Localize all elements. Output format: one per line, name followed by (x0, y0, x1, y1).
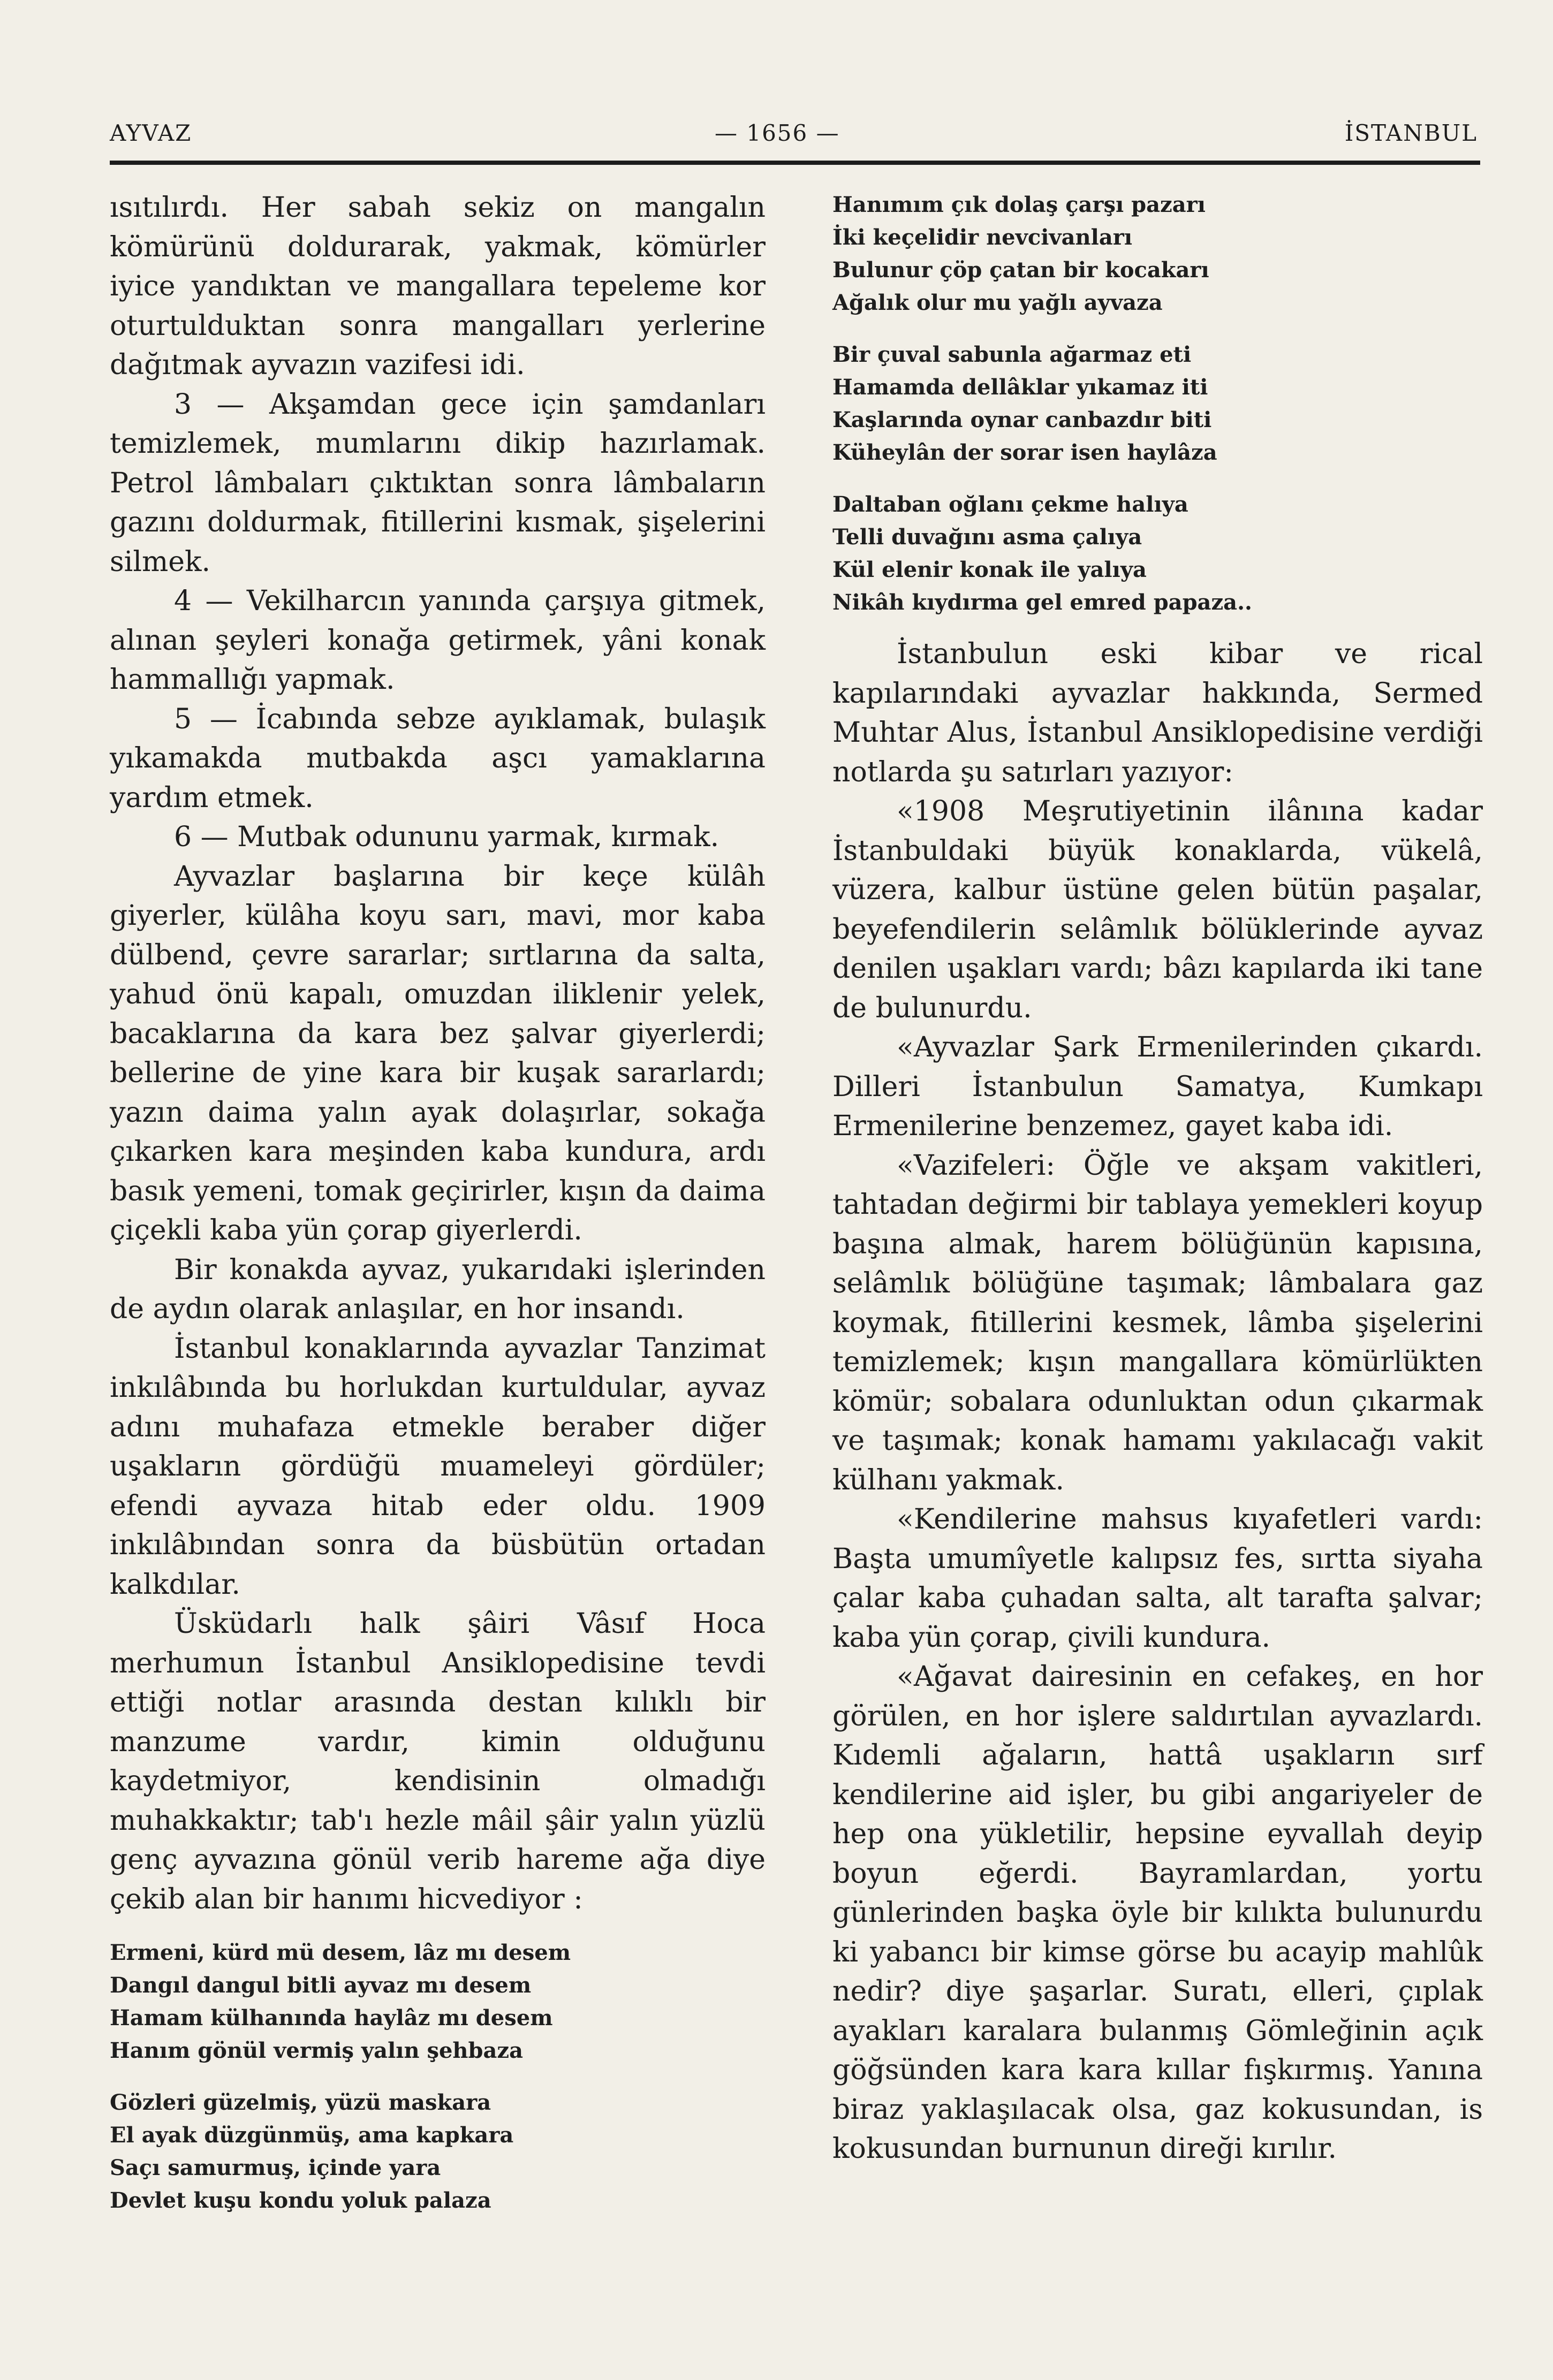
verse-line: Bir çuval sabunla ağarmaz eti (832, 342, 1192, 367)
verse-line: Hanım gönül vermiş yalın şehbaza (110, 2038, 524, 2063)
page-number: — 1656 — (715, 120, 840, 146)
paragraph: 3 — Akşamdan gece için şamdanları temizlemek, mumlarını dikip hazırlamak. Petrol lâmbaları çıktıktan sonra lâmbaların gazını doldurmak, fitillerini kısmak, şişelerini silmek. (110, 388, 766, 578)
stanza-gap (832, 319, 1483, 338)
verse-stanza (110, 2086, 766, 2217)
stanza-gap (110, 2067, 766, 2086)
left-column (110, 188, 766, 2217)
paragraph: Ayvazlar başlarına bir keçe külâh giyerler, külâha koyu sarı, mavi, mor kaba dülbend, çevre sararlar; sırtlarına da salta, yahud önü kapalı, omuzdan iliklenir yelek, bacaklarına da kara bez şalvar giyerlerdi; bellerine de yine kara bir kuşak sararlardı; yazın daima yalın ayak dolaşırlar, sokağa çıkarken kara meşinden kaba kundura, ardı basık yemeni, tomak geçirirler, kışın da daima çiçekli kaba yün çorap giyerlerdi. (110, 860, 766, 1246)
paragraph: İstanbul konaklarında ayvazlar Tanzimat inkılâbında bu horlukdan kurtuldular, ayvaz adını muhafaza etmekle beraber diğer uşakların gördüğü muameleyi gördüler; efendi ayvaza hitab eder oldu. 1909 inkılâbından sonra da büsbütün ortadan kalkdılar. (110, 1332, 766, 1601)
verse-line: Küheylân der sorar isen haylâza (832, 440, 1217, 465)
right-column (832, 188, 1483, 2169)
header-section: İSTANBUL (1344, 120, 1478, 146)
paragraph: 6 — Mutbak odununu yarmak, kırmak. (174, 821, 719, 853)
paragraph: Üsküdarlı halk şâiri Vâsıf Hoca merhumun İstanbul Ansiklopedisine tevdi ettiği notlar arasında destan kılıklı bir manzume vardır, kimin olduğunu kaydetmiyor, kendisinin olmadığı muhakkaktır; tab'ı hezle mâil şâir yalın yüzlü genç ayvazına gönül verib hareme ağa diye çekib alan bir hanımı hicvediyor : (110, 1608, 766, 1915)
paragraph: «Vazifeleri: Öğle ve akşam vakitleri, tahtadan değirmi bir tablaya yemekleri koyup başına almak, harem bölüğünün kapısına, selâmlık bölüğüne taşımak; lâmbalara gaz koymak, fitillerini kesmek, lâmba şişelerini temizlemek; kışın mangallara kömürlükten kömür; sobalara odunluktan odun çıkarmak ve taşımak; konak hamamı yakılacağı vakit külhanı yakmak. (832, 1149, 1483, 1496)
verse-line: Bulunur çöp çatan bir kocakarı (832, 257, 1209, 283)
verse-line: İki keçelidir nevcivanları (832, 225, 1133, 250)
paragraph: «Ayvazlar Şark Ermenilerinden çıkardı. Dilleri İstanbulun Samatya, Kumkapı Ermenilerine benzemez, gayet kaba idi. (832, 1031, 1483, 1142)
stanza-gap (832, 469, 1483, 488)
verse-line: El ayak düzgünmüş, ama kapkara (110, 2123, 514, 2148)
header-title: AYVAZ (110, 120, 192, 146)
verse-line: Ağalık olur mu yağlı ayvaza (832, 290, 1163, 315)
verse-line: Daltaban oğlanı çekme halıya (832, 492, 1188, 517)
verse-line: Hanımım çık dolaş çarşı pazarı (832, 192, 1206, 217)
verse-line: Telli duvağını asma çalıya (832, 524, 1142, 550)
verse-line: Hamamda dellâklar yıkamaz iti (832, 375, 1208, 400)
verse-line: Devlet kuşu kondu yoluk palaza (110, 2188, 491, 2213)
paragraph: ısıtılırdı. Her sabah sekiz on mangalın kömürünü doldurarak, yakmak, kömürler iyice yandıktan ve mangallara tepeleme kor oturtulduktan sonra mangalları yerlerine dağıtmak ayvazın vazifesi idi. (110, 192, 766, 381)
verse-line: Nikâh kıydırma gel emred papaza.. (832, 590, 1252, 615)
paragraph: 4 — Vekilharcın yanında çarşıya gitmek, alınan şeyleri konağa getirmek, yâni konak hammallığı yapmak. (110, 585, 766, 696)
paragraph: «Kendilerine mahsus kıyafetleri vardı: Başta umumîyetle kalıpsız fes, sırtta siyaha çalar kaba çuhadan salta, alt tarafta şalvar; kaba yün çorap, çivili kundura. (832, 1503, 1483, 1654)
paragraph: 5 — İcabında sebze ayıklamak, bulaşık yıkamakda mutbakda aşcı yamaklarına yardım etmek. (110, 703, 766, 814)
verse-stanza (110, 1936, 766, 2067)
verse-line: Hamam külhanında haylâz mı desem (110, 2005, 553, 2031)
verse-line: Ermeni, kürd mü desem, lâz mı desem (110, 1940, 571, 1965)
running-head (110, 113, 1478, 151)
paragraph: «1908 Meşrutiyetinin ilânına kadar İstanbuldaki büyük konaklarda, vükelâ, vüzera, kalbur üstüne gelen bütün paşalar, beyefendilerin selâmlık bölüklerinde ayvaz denilen uşakları vardı; bâzı kapılarda iki tane de bulunurdu. (832, 795, 1483, 1024)
verse-stanza (832, 338, 1483, 469)
paragraph: Bir konakda ayvaz, yukarıdaki işlerinden de aydın olarak anlaşılar, en hor insandı. (110, 1253, 766, 1325)
verse-line: Kaşlarında oynar canbazdır biti (832, 407, 1212, 432)
paragraph: İstanbulun eski kibar ve rical kapılarındaki ayvazlar hakkında, Sermed Muhtar Alus, İstanbul Ansiklopedisine verdiği notlarda şu satırları yazıyor: (832, 638, 1483, 788)
verse-stanza (832, 488, 1483, 619)
verse-line: Dangıl dangul bitli ayvaz mı desem (110, 1973, 532, 1998)
header-rule (110, 161, 1480, 165)
verse-line: Gözleri güzelmiş, yüzü maskara (110, 2090, 491, 2115)
verse-stanza (832, 188, 1483, 319)
paragraph: «Ağavat dairesinin en cefakeş, en hor görülen, en hor işlere saldırtılan ayvazlardı. Kıdemli ağaların, hattâ uşakların sırf kendilerine aid işler, bu gibi angariyeler de hep ona yükletilir, hepsine eyvallah deyip boyun eğerdi. Bayramlardan, yortu günlerinden başka öyle bir kılıkta bulunurdu ki yabancı bir kimse görse bu acayip mahlûk nedir? diye şaşarlar. Suratı, elleri, çıplak ayakları karalara bulanmış Gömleğinin açık göğsünden kara kara kıllar fışkırmış. Yanına biraz yaklaşılacak olsa, gaz kokusundan, is kokusundan burnunun direği kırılır. (832, 1661, 1483, 2165)
verse-line: Saçı samurmuş, içinde yara (110, 2155, 441, 2180)
verse-line: Kül elenir konak ile yalıya (832, 557, 1147, 582)
